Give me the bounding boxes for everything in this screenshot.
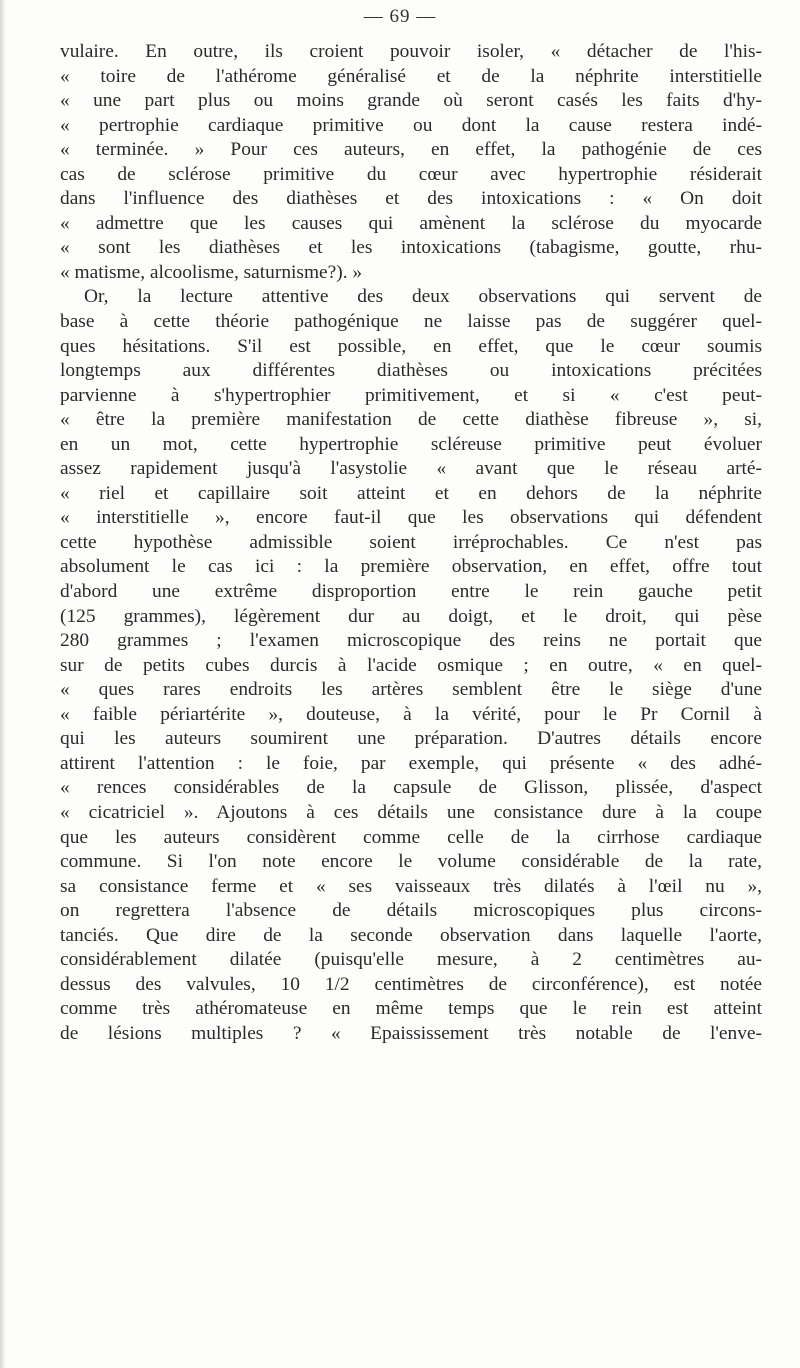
text-line: d'abord une extrême disproportion entre le rein gauche petit: [60, 581, 762, 603]
text-line: absolument le cas ici : la première observation, en effet, offre tout: [60, 556, 762, 578]
text-line: vulaire. En outre, ils croient pouvoir isoler, « détacher de l'his-: [60, 41, 762, 62]
text-line: comme très athéromateuse en même temps que le rein est atteint: [60, 998, 762, 1020]
text-line: dessus des valvules, 10 1/2 centimètres de circonférence), est notée: [60, 973, 762, 995]
text-line: de lésions multiples ? « Epaississement très notable de l'enve-: [60, 1022, 762, 1044]
text-line: qui les auteurs soumirent une préparation. D'autres détails encore: [60, 728, 762, 750]
text-line: « rences considérables de la capsule de Glisson, plissée, d'aspect: [60, 777, 762, 799]
text-line: « une part plus ou moins grande où seront casés les faits d'hy-: [60, 90, 762, 112]
text-line: considérablement dilatée (puisqu'elle mesure, à 2 centimètres au-: [60, 949, 762, 971]
body-text: [60, 40, 762, 1046]
text-line: cas de sclérose primitive du cœur avec hypertrophie résiderait: [60, 163, 762, 185]
text-line: Or, la lecture attentive des deux observations qui servent de: [84, 286, 762, 308]
text-line: « faible périartérite », douteuse, à la vérité, pour le Pr Cornil à: [60, 703, 762, 725]
text-line: 280 grammes ; l'examen microscopique des reins ne portait que: [60, 630, 762, 652]
text-line: « toire de l'athérome généralisé et de la néphrite interstitielle: [60, 65, 762, 87]
text-line: « sont les diathèses et les intoxications (tabagisme, goutte, rhu-: [60, 237, 762, 259]
text-line: « pertrophie cardiaque primitive ou dont la cause restera indé-: [60, 114, 762, 136]
text-line: assez rapidement jusqu'à l'asystolie « avant que le réseau arté-: [60, 458, 762, 480]
text-line: dans l'influence des diathèses et des intoxications : « On doit: [60, 188, 762, 210]
text-line: « cicatriciel ». Ajoutons à ces détails une consistance dure à la coupe: [60, 801, 762, 823]
text-line: longtemps aux différentes diathèses ou intoxications précitées: [60, 360, 762, 382]
text-line: commune. Si l'on note encore le volume considérable de la rate,: [60, 851, 762, 873]
text-line: « être la première manifestation de cette diathèse fibreuse », si,: [60, 409, 762, 431]
text-line: base à cette théorie pathogénique ne laisse pas de suggérer quel-: [60, 311, 762, 333]
text-line: « matisme, alcoolisme, saturnisme?). »: [60, 261, 363, 283]
text-line: « interstitielle », encore faut-il que les observations qui défendent: [60, 507, 762, 529]
text-line: cette hypothèse admissible soient irréprochables. Ce n'est pas: [60, 531, 762, 553]
text-line: « admettre que les causes qui amènent la sclérose du myocarde: [60, 212, 762, 234]
text-line: ques hésitations. S'il est possible, en effet, que le cœur soumis: [60, 335, 762, 357]
text-line: sa consistance ferme et « ses vaisseaux très dilatés à l'œil nu »,: [60, 875, 762, 897]
text-line: en un mot, cette hypertrophie scléreuse primitive peut évoluer: [60, 433, 762, 455]
page-number: — 69 —: [363, 6, 437, 27]
text-line: que les auteurs considèrent comme celle de la cirrhose cardiaque: [60, 826, 762, 848]
text-line: tanciés. Que dire de la seconde observation dans laquelle l'aorte,: [60, 924, 762, 946]
text-line: « riel et capillaire soit atteint et en dehors de la néphrite: [60, 482, 762, 504]
page-edge-shadow: [0, 0, 6, 1368]
text-line: « terminée. » Pour ces auteurs, en effet, la pathogénie de ces: [60, 139, 762, 161]
text-line: attirent l'attention : le foie, par exemple, qui présente « des adhé-: [60, 752, 762, 774]
text-line: on regrettera l'absence de détails microscopiques plus circons-: [60, 900, 762, 922]
text-line: parvienne à s'hypertrophier primitivement, et si « c'est peut-: [60, 384, 762, 406]
text-line: (125 grammes), légèrement dur au doigt, et le droit, qui pèse: [60, 605, 762, 627]
text-line: sur de petits cubes durcis à l'acide osmique ; en outre, « en quel-: [60, 654, 762, 676]
text-line: « ques rares endroits les artères semblent être le siège d'une: [60, 679, 762, 701]
